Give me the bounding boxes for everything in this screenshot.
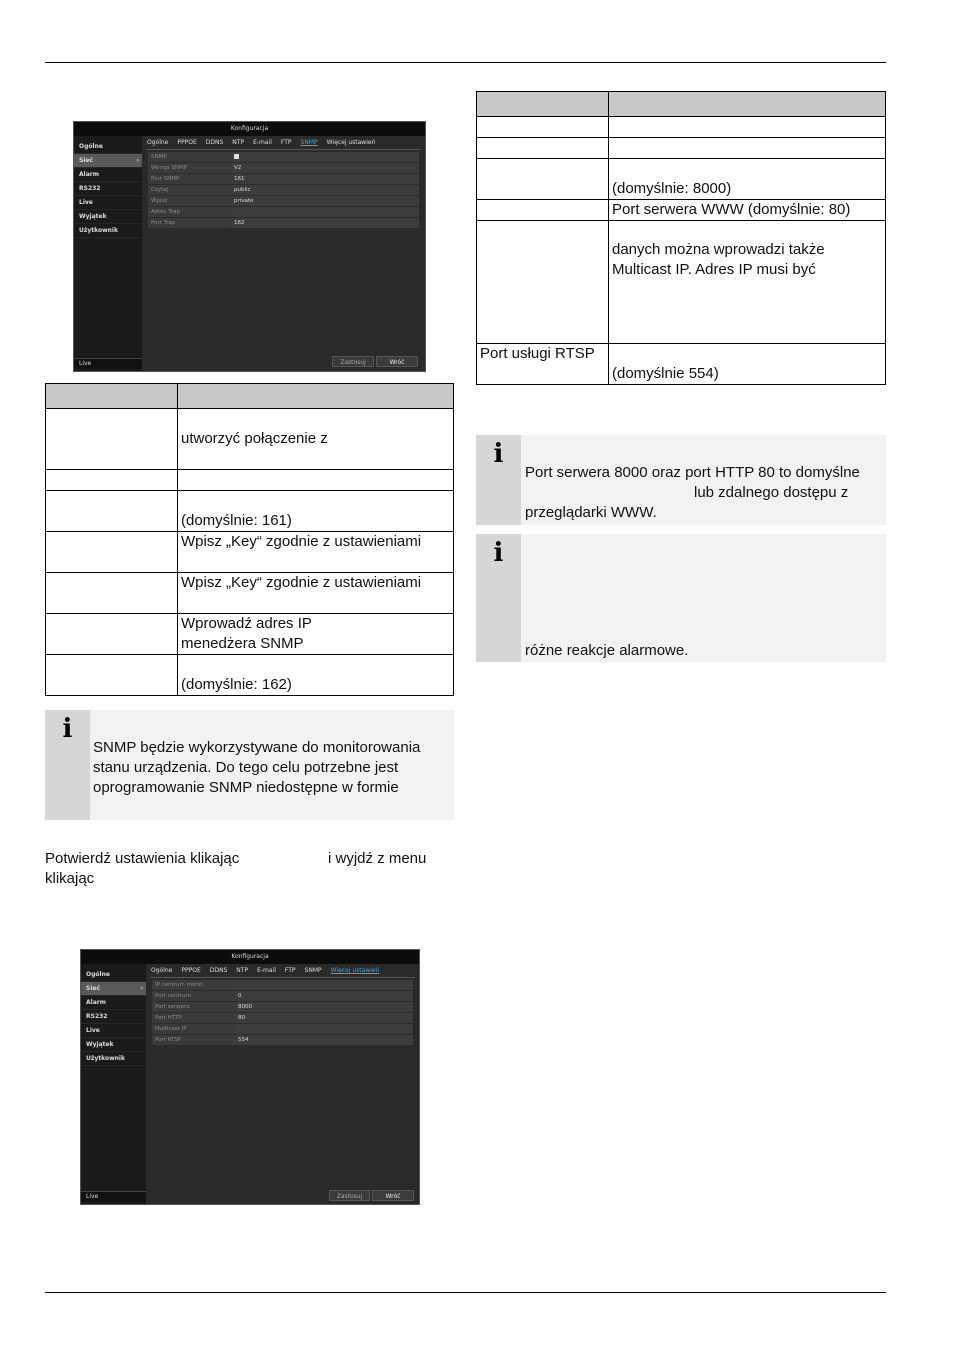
tab-bar <box>151 966 379 976</box>
tab-pppoe[interactable]: PPPOE <box>181 967 201 974</box>
setting-label: Port centrum <box>152 991 235 1001</box>
setting-row-center-port[interactable] <box>152 991 413 1002</box>
tab-general[interactable]: Ogólne <box>147 139 169 146</box>
info-icon: i <box>493 538 504 568</box>
tab-pppoe[interactable]: PPPOE <box>177 139 197 146</box>
table-row <box>477 344 886 385</box>
setting-label: Port serwera <box>152 1002 235 1012</box>
setting-label: Port Trap <box>148 218 231 228</box>
table-cell: Wpisz „Key“ zgodnie z ustawieniami <box>178 532 454 573</box>
setting-row-snmp-version[interactable] <box>148 163 419 174</box>
table-cell <box>477 159 609 200</box>
setting-label: Wpisz <box>148 196 231 206</box>
setting-label: Port HTTP <box>152 1013 235 1023</box>
tab-ddns[interactable]: DDNS <box>205 139 224 146</box>
table-row <box>477 117 886 138</box>
table-cell: (domyślnie: 8000) <box>609 159 886 200</box>
setting-label: SNMP <box>148 152 231 162</box>
setting-label: IP centrum monit. <box>152 980 235 990</box>
table-row <box>477 138 886 159</box>
info-note-alarm <box>476 534 886 662</box>
table-cell <box>46 573 178 614</box>
sidebar-item-live[interactable]: Live <box>81 1024 146 1038</box>
snmp-settings-list <box>148 152 419 229</box>
info-note-line-3: przeglądarki WWW. <box>525 504 657 521</box>
info-note-ports <box>476 435 886 525</box>
sidebar-live-button[interactable]: Live <box>81 1191 146 1202</box>
table-cell <box>178 470 454 491</box>
table-row <box>46 573 454 614</box>
advanced-settings-list <box>152 980 413 1046</box>
sidebar-item-live[interactable]: Live <box>74 196 142 210</box>
monitor-center-ip-input[interactable] <box>235 980 413 990</box>
multicast-description: danych można wprowadzi także Multicast IP. Adres IP musi być <box>612 241 825 278</box>
setting-label: Port SNMP <box>148 174 231 184</box>
table-cell <box>477 221 609 344</box>
apply-button[interactable]: Zastosuj <box>329 1190 370 1201</box>
setting-row-trap-address[interactable] <box>148 207 419 218</box>
table-header-row <box>477 92 886 117</box>
tab-bar <box>147 138 375 148</box>
tab-ddns[interactable]: DDNS <box>209 967 228 974</box>
confirm-text-2: i wyjdź z menu <box>328 850 427 867</box>
table-cell <box>46 491 178 532</box>
table-cell: Port usługi RTSP <box>477 344 609 385</box>
tab-email[interactable]: E-mail <box>257 967 276 974</box>
sidebar-item-general[interactable]: Ogólne <box>81 968 146 982</box>
table-cell <box>46 409 178 470</box>
info-icon: i <box>62 714 73 744</box>
table-cell <box>609 221 886 344</box>
setting-row-read[interactable] <box>148 185 419 196</box>
table-cell: (domyślnie: 161) <box>178 491 454 532</box>
center-port-input[interactable]: 0 <box>235 991 413 1001</box>
setting-row-trap-port[interactable] <box>148 218 419 229</box>
snmp-parameters-table <box>45 383 454 696</box>
confirm-instruction <box>45 849 454 889</box>
tab-ftp[interactable]: FTP <box>280 139 292 146</box>
sidebar-item-alarm[interactable]: Alarm <box>81 996 146 1010</box>
sidebar-item-user[interactable]: Użytkownik <box>74 224 142 238</box>
sidebar-item-network[interactable]: Sieć › <box>81 982 146 996</box>
setting-row-server-port[interactable] <box>152 1002 413 1013</box>
table-cell <box>477 138 609 159</box>
tab-ntp[interactable]: NTP <box>232 139 245 146</box>
setting-row-multicast-ip[interactable] <box>152 1024 413 1035</box>
tab-snmp[interactable]: SNMP <box>300 139 318 146</box>
table-row <box>46 655 454 696</box>
table-cell: utworzyć połączenie z <box>178 409 454 470</box>
table-cell <box>46 532 178 573</box>
table-cell <box>178 384 454 409</box>
setting-row-http-port[interactable] <box>152 1013 413 1024</box>
table-row <box>477 159 886 200</box>
rtsp-port-input[interactable]: 554 <box>235 1035 413 1045</box>
sidebar-item-network[interactable]: Sieć › <box>74 154 142 168</box>
window-title: Konfiguracja <box>81 950 419 964</box>
table-cell <box>609 138 886 159</box>
confirm-text-1: Potwierdź ustawienia klikając <box>45 850 240 867</box>
setting-label: Port RTSP <box>152 1035 235 1045</box>
apply-button[interactable]: Zastosuj <box>332 356 374 367</box>
multicast-ip-input[interactable] <box>235 1024 413 1034</box>
info-note-line-1: Port serwera 8000 oraz port HTTP 80 to domyślne <box>525 464 860 481</box>
back-button[interactable]: Wróć <box>376 356 418 367</box>
table-cell: (domyślnie 554) <box>609 344 886 385</box>
info-icon: i <box>493 439 504 469</box>
confirm-text-3: klikając <box>45 870 95 887</box>
sidebar-item-user[interactable]: Użytkownik <box>81 1052 146 1066</box>
back-button[interactable]: Wróć <box>372 1190 414 1201</box>
tab-more-settings[interactable]: Więcej ustawień <box>330 967 380 974</box>
tab-underline <box>150 977 415 978</box>
setting-label: Wersja SNMP <box>148 163 231 173</box>
table-row <box>477 221 886 344</box>
table-cell <box>609 92 886 117</box>
table-cell: Wprowadź adres IP menedżera SNMP <box>178 614 454 655</box>
server-port-input[interactable]: 8000 <box>235 1002 413 1012</box>
info-note-snmp <box>45 710 454 820</box>
setting-row-snmp-port[interactable] <box>148 174 419 185</box>
setting-label: Adres Trap <box>148 207 231 217</box>
table-cell <box>46 470 178 491</box>
trap-port-input[interactable]: 162 <box>231 218 419 228</box>
setting-row-snmp[interactable] <box>148 152 419 163</box>
snmp-version-select[interactable]: V2 <box>231 163 419 173</box>
tab-ftp[interactable]: FTP <box>284 967 296 974</box>
tab-snmp[interactable]: SNMP <box>304 967 322 974</box>
top-rule <box>45 62 886 63</box>
table-row <box>46 470 454 491</box>
tab-general[interactable]: Ogólne <box>151 967 173 974</box>
table-cell <box>609 117 886 138</box>
sidebar-item-rs232[interactable]: RS232 <box>81 1010 146 1024</box>
network-ports-table <box>476 91 886 385</box>
snmp-port-input[interactable]: 161 <box>231 174 419 184</box>
info-note-text: SNMP będzie wykorzystywane do monitorowania stanu urządzenia. Do tego celu potrzebne jest oprogramowanie SNMP niedostępne w formie <box>93 739 421 796</box>
sidebar-item-alarm[interactable]: Alarm <box>74 168 142 182</box>
table-cell <box>477 117 609 138</box>
sidebar-item-general[interactable]: Ogólne <box>74 140 142 154</box>
table-cell <box>46 655 178 696</box>
trap-address-input[interactable] <box>231 207 419 217</box>
setting-row-write[interactable] <box>148 196 419 207</box>
sidebar-live-button[interactable]: Live <box>74 358 142 369</box>
table-row <box>477 200 886 221</box>
bottom-rule <box>45 1292 886 1293</box>
snmp-config-screenshot <box>73 121 426 372</box>
advanced-settings-screenshot <box>80 949 420 1205</box>
sidebar-item-exception[interactable]: Wyjątek <box>74 210 142 224</box>
sidebar <box>81 964 146 1204</box>
table-row <box>46 614 454 655</box>
tab-underline <box>146 149 421 150</box>
http-port-input[interactable]: 80 <box>235 1013 413 1023</box>
info-note-text: różne reakcje alarmowe. <box>525 642 689 659</box>
table-cell <box>477 92 609 117</box>
table-row <box>46 491 454 532</box>
table-cell: Wpisz „Key“ zgodnie z ustawieniami <box>178 573 454 614</box>
sidebar-item-exception[interactable]: Wyjątek <box>81 1038 146 1052</box>
tab-more-settings[interactable]: Więcej ustawień <box>326 139 376 146</box>
info-note-line-2: lub zdalnego dostępu z <box>694 484 849 501</box>
snmp-enable-checkbox[interactable] <box>231 152 419 162</box>
table-cell <box>46 384 178 409</box>
setting-label: Czytaj <box>148 185 231 195</box>
table-cell: Port serwera WWW (domyślnie: 80) <box>609 200 886 221</box>
table-row <box>46 532 454 573</box>
table-cell: (domyślnie: 162) <box>178 655 454 696</box>
write-community-input[interactable]: private <box>231 196 419 206</box>
tab-email[interactable]: E-mail <box>253 139 272 146</box>
window-title: Konfiguracja <box>74 122 425 136</box>
read-community-input[interactable]: public <box>231 185 419 195</box>
table-row <box>46 409 454 470</box>
sidebar-item-rs232[interactable]: RS232 <box>74 182 142 196</box>
setting-row-monitor-center-ip[interactable] <box>152 980 413 991</box>
table-cell <box>477 200 609 221</box>
table-cell <box>46 614 178 655</box>
sidebar <box>74 136 142 371</box>
setting-label: Multicast IP <box>152 1024 235 1034</box>
setting-row-rtsp-port[interactable] <box>152 1035 413 1046</box>
table-header-row <box>46 384 454 409</box>
tab-ntp[interactable]: NTP <box>236 967 249 974</box>
